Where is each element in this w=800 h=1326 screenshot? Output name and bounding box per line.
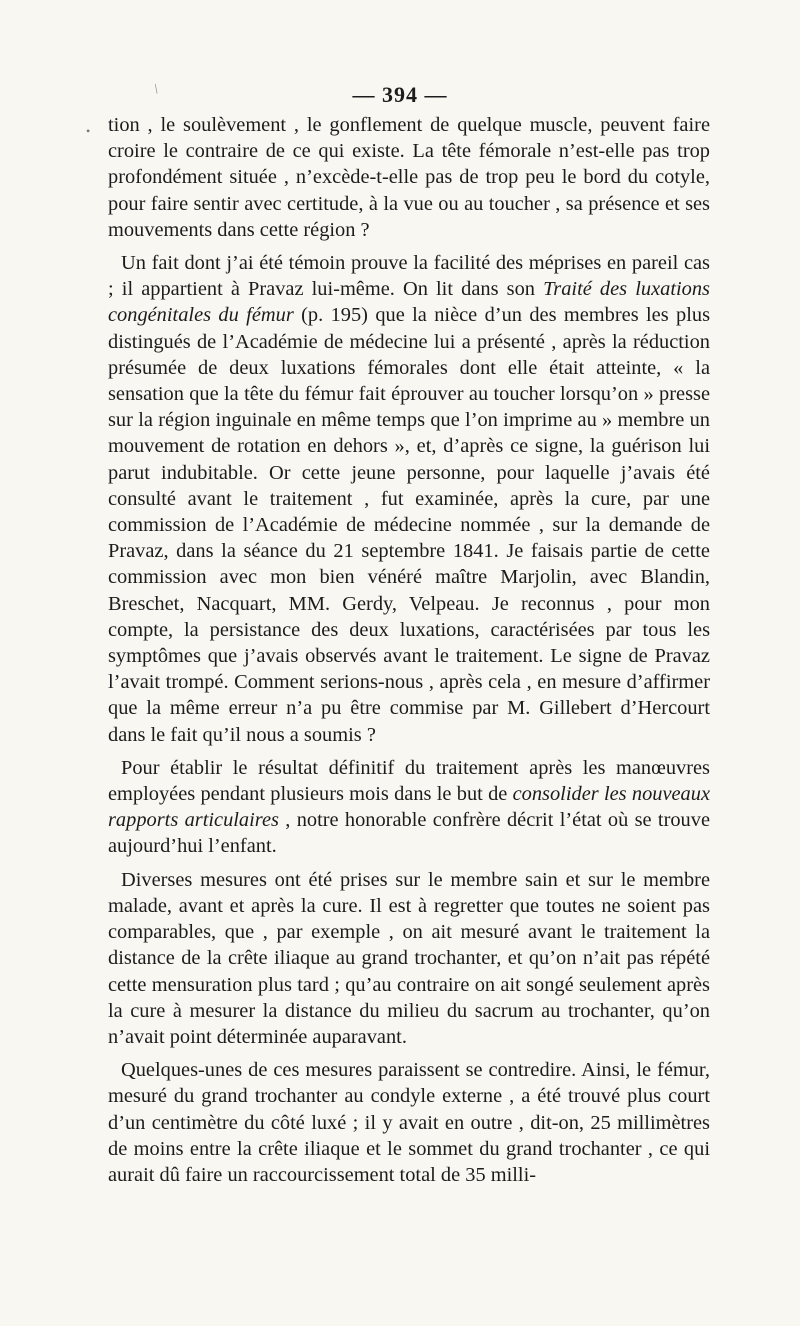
- text-segment: Quelques-unes de ces mesures paraissent se contredire. Ainsi, le fémur, mesuré du grand trochanter au condyle externe , a été trouvé plus court d’un centimètre du côté luxé ; il y avait en outre , dit-on, 25 millimètres de moins entre la crête iliaque et le sommet du grand trochanter , ce qui aurait dû faire un raccourcissement total de 35 milli-: [108, 1059, 710, 1186]
- paragraph-1: [108, 112, 710, 243]
- text-segment: tion , le soulèvement , le gonflement de quelque muscle, peuvent faire croire le contraire de ce qui existe. La tête fémorale n’est-elle pas trop profondément située , n’excède-t-elle pas de trop peu le bord du cotyle, pour faire sentir avec certitude, à la vue ou au toucher , sa présence et ses mouvements dans cette région ?: [108, 114, 710, 241]
- page-number: — 394 —: [352, 82, 448, 107]
- italic-quote: consolider les nouveaux rapports articulaires: [108, 783, 710, 832]
- text-segment: Diverses mesures ont été prises sur le membre sain et sur le membre malade, avant et après la cure. Il est à regretter que toutes ne soient pas comparables, que , par exemple , on ait mesuré avant le traitement la distance de la crête iliaque au grand trochanter, et qu’on n’ait pas répété cette mensuration plus tard ; qu’au contraire on ait songé seulement après la cure à mesurer la distance du milieu du sacrum au trochanter, qu’on n’avait point déterminée auparavant.: [108, 868, 710, 1048]
- italic-title: Traité des luxations congénitales du fémur: [108, 278, 710, 327]
- stray-mark: •: [86, 124, 91, 138]
- text-segment: , notre honorable confrère décrit l’état où se trouve aujourd’hui l’enfant.: [108, 809, 710, 858]
- paragraph-3: [108, 755, 710, 860]
- text-segment: Un fait dont j’ai été témoin prouve la facilité des méprises en pareil cas ; il appartient à Pravaz lui-même. On lit dans son: [108, 252, 710, 301]
- text-segment: Pour établir le résultat définitif du traitement après les manœuvres employées pendant plusieurs mois dans le but de: [108, 756, 710, 806]
- paragraph-2: [108, 250, 710, 748]
- stray-mark: /: [151, 82, 163, 98]
- body-text: [108, 112, 710, 1188]
- text-segment: (p. 195) que la nièce d’un des membres les plus distingués de l’Académie de médecine lui a présenté , après la réduction présumée de deux luxations fémorales dont elle était atteinte, « la sensation que la tête du fémur fait éprouver au toucher lorsqu’on » presse sur la région inguinale en même temps que l’on imprime au » membre un mouvement de rotation en dehors », et, d’après ce signe, la guérison lui parut indubitable. Or cette jeune personne, pour laquelle j’avais été consulté avant le traitement , fut examinée, après la cure, par une commission de l’Académie de médecine nommée , sur la demande de Pravaz, dans la séance du 21 septembre 1841. Je faisais partie de cette commission avec mon bien vénéré maître Marjolin, avec Blandin, Breschet, Nacquart, MM. Gerdy, Velpeau. Je reconnus , pour mon compte, la persistance des deux luxations, caractérisées par tous les symptômes que j’avais observés avant le traitement. Le signe de Pravaz l’avait trompé. Comment serions-nous , après cela , en mesure d’affirmer que la même erreur n’a pu être commise par M. Gillebert d’Hercourt dans le fait qu’il nous a soumis ?: [108, 304, 711, 746]
- paragraph-5: [108, 1057, 710, 1188]
- paragraph-4: [108, 867, 710, 1050]
